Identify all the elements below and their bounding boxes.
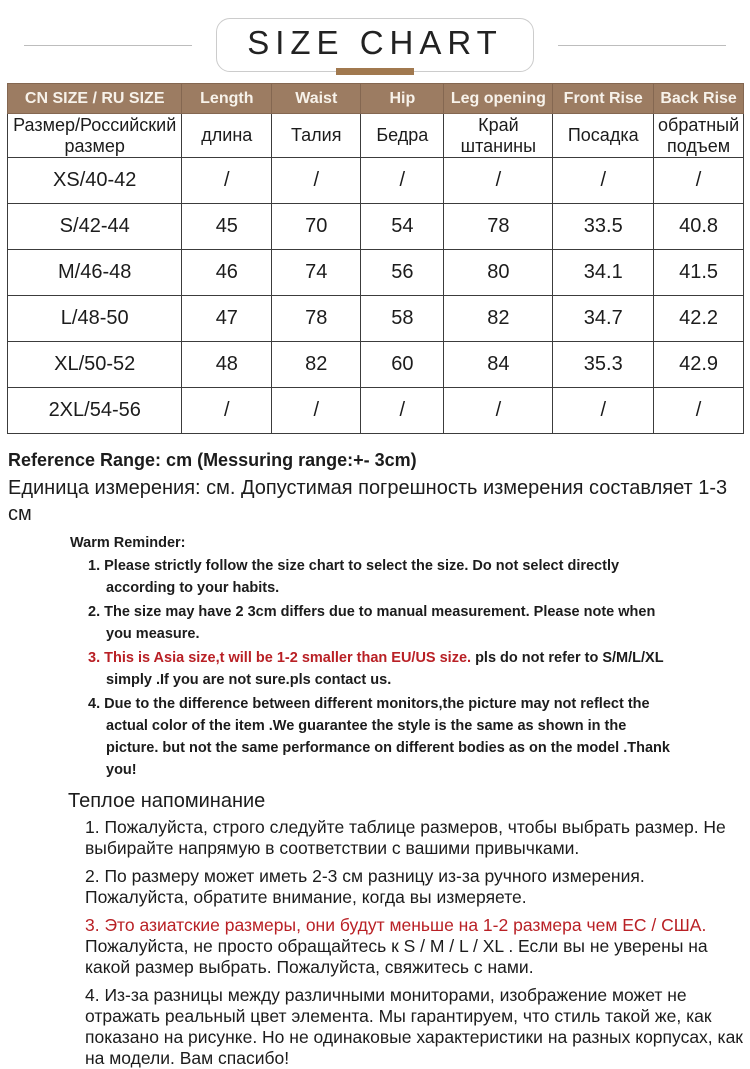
table-row-s — [8, 204, 744, 250]
cell-size: S/42-44 — [8, 204, 182, 250]
cell-front-rise: / — [553, 388, 654, 434]
cell-front-rise: 33.5 — [553, 204, 654, 250]
table-header-row-ru — [8, 114, 744, 158]
cell-hip: / — [361, 158, 444, 204]
title-box — [216, 18, 534, 72]
reminder-item-2-ru: 2. По размеру может иметь 2-3 см разницу из-за ручного измерения. Пожалуйста, обратите внимание, когда вы измеряете. — [85, 866, 645, 907]
cell-leg-opening: 84 — [444, 342, 553, 388]
title-right-line — [558, 45, 726, 46]
cell-hip: 58 — [361, 296, 444, 342]
col-header-leg-opening: Leg opening — [444, 84, 553, 114]
cell-size: XS/40-42 — [8, 158, 182, 204]
col-header-hip-ru: Бедра — [361, 114, 444, 158]
cell-leg-opening: / — [444, 388, 553, 434]
cell-waist: 82 — [272, 342, 361, 388]
cell-waist: / — [272, 158, 361, 204]
asia-size-warning-ru: 3. Это азиатские размеры, они будут меньше на 1-2 размера чем ЕС / США. — [85, 915, 707, 935]
cell-size: XL/50-52 — [8, 342, 182, 388]
cell-length: 45 — [182, 204, 272, 250]
cell-leg-opening: 78 — [444, 204, 553, 250]
warm-reminder-list-en — [88, 555, 673, 781]
reminder-item-3-ru-rest: Пожалуйста, не просто обращайтесь к S / M / L / XL . Если вы не уверены на какой размер выбрать. Пожалуйста, свяжитесь с нами. — [85, 936, 708, 977]
table-header-row-en — [8, 84, 744, 114]
reminder-item-3-en — [88, 647, 673, 691]
cell-size: L/48-50 — [8, 296, 182, 342]
warm-reminder-heading-en: Warm Reminder: — [70, 535, 186, 551]
cell-waist: 74 — [272, 250, 361, 296]
title-left-line — [24, 45, 192, 46]
col-header-hip: Hip — [361, 84, 444, 114]
size-chart-table — [7, 83, 744, 434]
col-header-length: Length — [182, 84, 272, 114]
col-header-waist: Waist — [272, 84, 361, 114]
title-banner — [0, 20, 750, 70]
cell-back-rise: 40.8 — [654, 204, 744, 250]
reference-range-ru: Единица измерения: см. Допустимая погрешность измерения составляет 1-3 см — [8, 477, 728, 525]
col-header-front-rise-ru: Посадка — [553, 114, 654, 158]
reminder-item-3-ru — [85, 915, 747, 978]
cell-hip: / — [361, 388, 444, 434]
cell-front-rise: 35.3 — [553, 342, 654, 388]
cell-leg-opening: 82 — [444, 296, 553, 342]
cell-leg-opening: 80 — [444, 250, 553, 296]
cell-waist: 78 — [272, 296, 361, 342]
warm-reminder-list-ru — [85, 817, 747, 1069]
cell-size: M/46-48 — [8, 250, 182, 296]
title-underline-bar — [336, 68, 414, 75]
cell-back-rise: 42.2 — [654, 296, 744, 342]
cell-length: / — [182, 388, 272, 434]
cell-length: / — [182, 158, 272, 204]
col-header-waist-ru: Талия — [272, 114, 361, 158]
asia-size-warning-en: 3. This is Asia size,t will be 1-2 smaller than EU/US size. — [88, 650, 472, 666]
cell-front-rise: 34.7 — [553, 296, 654, 342]
reminder-item-4-ru: 4. Из-за разницы между различными мониторами, изображение может не отражать реальный цвет элемента. Мы гарантируем, что стиль такой же, как показано на рисунке. Но не одинаковые характеристики на разных корпусах, как на модели. Вам спасибо! — [85, 985, 743, 1068]
cell-hip: 56 — [361, 250, 444, 296]
col-header-back-rise: Back Rise — [654, 84, 744, 114]
page-title: SIZE CHART — [247, 24, 503, 61]
reminder-item-1-ru: 1. Пожалуйста, строго следуйте таблице размеров, чтобы выбрать размер. Не выбирайте напрямую в соответствии с вашими привычками. — [85, 817, 726, 858]
table-row-l — [8, 296, 744, 342]
table-row-xs — [8, 158, 744, 204]
table-row-xl — [8, 342, 744, 388]
cell-front-rise: 34.1 — [553, 250, 654, 296]
cell-leg-opening: / — [444, 158, 553, 204]
reference-range-en: Reference Range: cm (Messuring range:+- 3cm) — [8, 450, 417, 470]
table-row-2xl — [8, 388, 744, 434]
cell-back-rise: / — [654, 388, 744, 434]
col-header-leg-opening-ru: Край штанины — [444, 114, 553, 158]
cell-front-rise: / — [553, 158, 654, 204]
cell-size: 2XL/54-56 — [8, 388, 182, 434]
warm-reminder-heading-ru: Теплое напоминание — [68, 790, 266, 812]
col-header-back-rise-ru: обратный подъем — [654, 114, 744, 158]
table-row-m — [8, 250, 744, 296]
col-header-length-ru: длина — [182, 114, 272, 158]
cell-back-rise: 41.5 — [654, 250, 744, 296]
col-header-size-ru: Размер/Российский размер — [8, 114, 182, 158]
cell-length: 48 — [182, 342, 272, 388]
cell-back-rise: / — [654, 158, 744, 204]
reminder-item-4-en: 4. Due to the difference between different monitors,the picture may not reflect the actual color of the item .We guarantee the style is the same as shown in the picture. but not the same performance on different bodies as on the model .Thank you! — [88, 696, 670, 778]
cell-hip: 60 — [361, 342, 444, 388]
cell-hip: 54 — [361, 204, 444, 250]
reminder-item-2-en: 2. The size may have 2 3cm differs due to manual measurement. Please note when you measure. — [88, 604, 656, 642]
reminder-item-1-en: 1. Please strictly follow the size chart to select the size. Do not select directly according to your habits. — [88, 558, 620, 596]
col-header-front-rise: Front Rise — [553, 84, 654, 114]
col-header-size: CN SIZE / RU SIZE — [8, 84, 182, 114]
cell-length: 46 — [182, 250, 272, 296]
cell-waist: / — [272, 388, 361, 434]
cell-back-rise: 42.9 — [654, 342, 744, 388]
cell-length: 47 — [182, 296, 272, 342]
cell-waist: 70 — [272, 204, 361, 250]
reminder-item-3-en-rest: pls do not refer to S/M/L/XL simply .If you are not sure.pls contact us. — [106, 650, 664, 688]
